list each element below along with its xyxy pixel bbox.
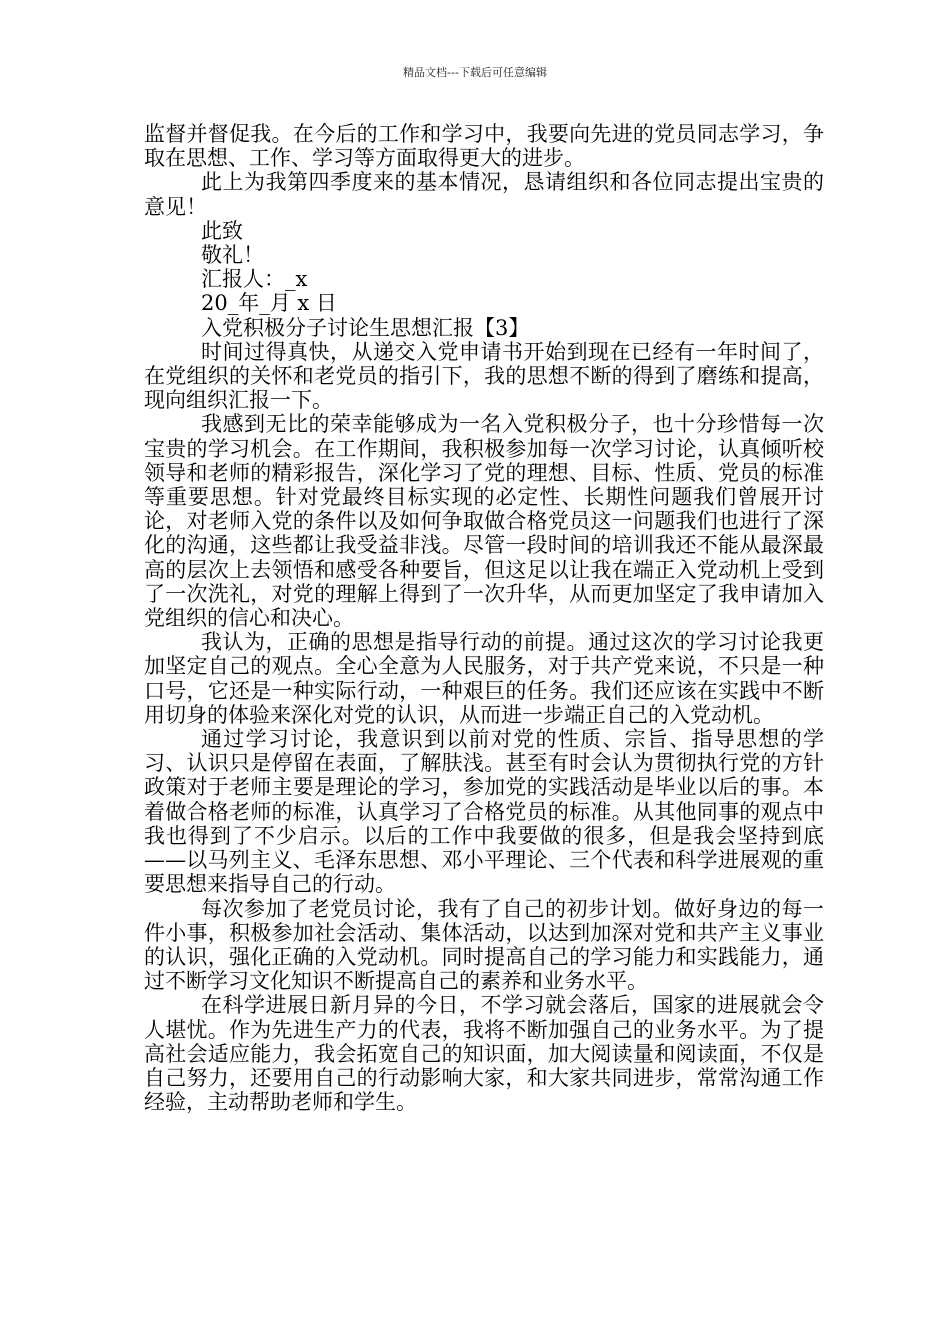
page-header: 精品文档---下载后可任意编辑 bbox=[403, 66, 547, 79]
paragraph-science-progress: 在科学进展日新月异的今日，不学习就会落后，国家的进展就会令人堪忧。作为先进生产力的代表，我将不断加强自己的业务水平。为了提高社会适应能力，我会拓宽自己的知识面，加大阅读量和阅读面，不仅是自己努力，还要用自己的行动影响大家，和大家共同进步，常常沟通工作经验，主动帮助老师和学生。 bbox=[144, 993, 824, 1115]
closing-salutation: 此致 bbox=[201, 218, 243, 243]
paragraph-honor: 我感到无比的荣幸能够成为一名入党积极分子，也十分珍惜每一次宝贵的学习机会。在工作期间，我积极参加每一次学习讨论，认真倾听校领导和老师的精彩报告，深化学习了党的理想、目标、性质、党员的标准等重要思想。针对党最终目标实现的必定性、长期性问题我们曾展开讨论，对老师入党的条件以及如何争取做合格党员这一问题我们也进行了深化的沟通，这些都让我受益非浅。尽管一段时间的培训我还不能从最深最高的层次上去领悟和感受各种要旨，但这足以让我在端正入党动机上受到了一次洗礼，对党的理解上得到了一次升华，从而更加坚定了我申请加入党组织的信心和决心。 bbox=[144, 412, 824, 631]
document-body bbox=[144, 122, 824, 1114]
paragraph-correct-thinking: 我认为，正确的思想是指导行动的前提。通过这次的学习讨论我更加坚定自己的观点。全心全意为人民服务，对于共产党来说，不只是一种口号，它还是一种实际行动，一种艰巨的任务。我们还应该在实践中不断用切身的体验来深化对党的认识，从而进一步端正自己的入党动机。 bbox=[144, 630, 824, 727]
paragraph-initial-plan: 每次参加了老党员讨论，我有了自己的初步计划。做好身边的每一件小事，积极参加社会活动、集体活动，以达到加深对党和共产主义事业的认识，强化正确的入党动机。同时提高自己的学习能力和实践能力，通过不断学习文化知识不断提高自己的素养和业务水平。 bbox=[144, 896, 824, 994]
closing-respect: 敬礼！ bbox=[201, 243, 264, 268]
section-title: 入党积极分子讨论生思想汇报【3】 bbox=[201, 315, 530, 340]
paragraph-supervision: 监督并督促我。在今后的工作和学习中，我要向先进的党员同志学习，争取在思想、工作、学习等方面取得更大的进步。 bbox=[144, 122, 824, 171]
reporter-line: 汇报人：_x bbox=[201, 267, 308, 292]
paragraph-summary-request: 此上为我第四季度来的基本情况，恳请组织和各位同志提出宝贵的意见！ bbox=[144, 170, 824, 219]
date-line: 20_年_月 x 日 bbox=[201, 291, 337, 316]
paragraph-study-discussion: 通过学习讨论，我意识到以前对党的性质、宗旨、指导思想的学习、认识只是停留在表面，了解肤浅。甚至有时会认为贯彻执行党的方针政策对于老师主要是理论的学习，参加党的实践活动是毕业以后的事。本着做合格老师的标准，认真学习了合格党员的标准。从其他同事的观点中我也得到了不少启示。以后的工作中我要做的很多，但是我会坚持到底——以马列主义、毛泽东思想、邓小平理论、三个代表和科学进展观的重要思想来指导自己的行动。 bbox=[144, 727, 824, 897]
paragraph-time-passes: 时间过得真快，从递交入党申请书开始到现在已经有一年时间了，在党组织的关怀和老党员的指引下，我的思想不断的得到了磨练和提高，现向组织汇报一下。 bbox=[144, 339, 824, 413]
